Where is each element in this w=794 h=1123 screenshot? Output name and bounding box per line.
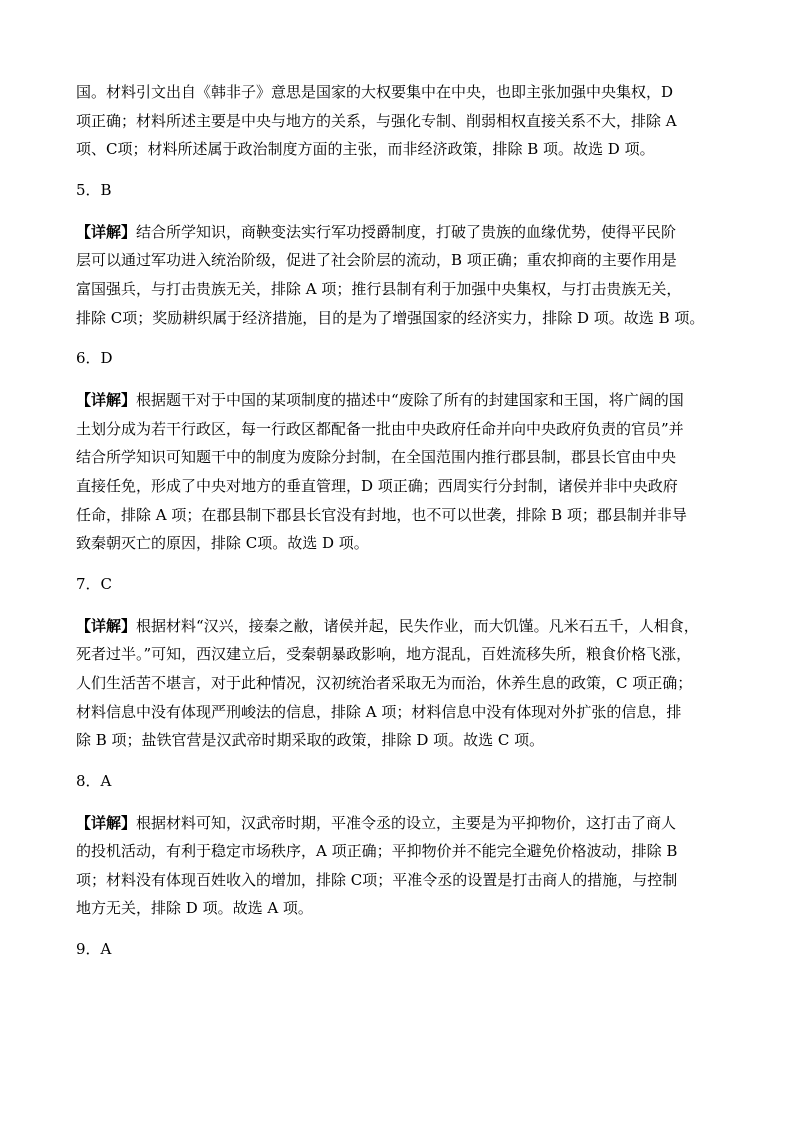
line-text: 人们生活苦不堪言，对于此种情况，汉初统治者采取无为而治，休养生息的政策，C 项正确；: [76, 673, 693, 692]
spacer: [76, 755, 726, 767]
paragraph-line: [76, 78, 726, 107]
paragraph-line: [76, 304, 726, 333]
explanation-paragraph: [76, 78, 726, 164]
line-text: 项；材料没有体现百姓收入的增加，排除 C项；平准令丞的设置是打击商人的措施，与控制: [76, 870, 678, 889]
detail-tag: 【详解】: [76, 813, 137, 832]
spacer: [76, 923, 726, 935]
paragraph-line: [76, 246, 726, 275]
explanation-paragraph: [76, 612, 726, 755]
line-text: 材料信息中没有体现严刑峻法的信息，排除 A 项；材料信息中没有体现对外扩张的信息，排: [76, 702, 682, 721]
line-text: 根据材料“汉兴，接秦之敝，诸侯并起，民失作业，而大饥馑。凡米石五千，人相食，: [136, 616, 699, 635]
paragraph-line: [76, 612, 726, 641]
spacer: [76, 558, 726, 570]
line-text: 根据材料可知，汉武帝时期，平准令丞的设立，主要是为平抑物价，这打击了商人: [136, 813, 677, 832]
paragraph-line: [76, 472, 726, 501]
paragraph-line: [76, 443, 726, 472]
paragraph-line: [76, 135, 726, 164]
line-text: 根据题干对于中国的某项制度的描述中“废除了所有的封建国家和王国，将广阔的国: [136, 391, 684, 410]
line-text: 的投机活动，有利于稳定市场秩序，A 项正确；平抑物价并不能完全避免价格波动，排除 B: [76, 842, 678, 861]
answer-number: 5．B: [76, 180, 112, 199]
detail-tag: 【详解】: [76, 222, 137, 241]
spacer: [76, 332, 726, 344]
paragraph-line: [76, 809, 726, 838]
line-text: 项正确；材料所述主要是中央与地方的关系，与强化专制、削弱相权直接关系不大，排除 A: [76, 111, 677, 130]
paragraph-line: [76, 837, 726, 866]
line-text: 任命，排除 A 项；在郡县制下郡县长官没有封地，也不可以世袭，排除 B 项；郡县制并非导: [76, 505, 687, 524]
spacer: [76, 963, 726, 977]
paragraph-line: [76, 698, 726, 727]
paragraph-line: [76, 529, 726, 558]
explanation-paragraph: [76, 218, 726, 332]
answer-number: 6．D: [76, 349, 113, 368]
line-text: 富国强兵，与打击贵族无关，排除 A 项；推行县制有利于加强中央集权，与打击贵族无关，: [76, 279, 682, 298]
line-text: 层可以通过军功进入统治阶级，促进了社会阶层的流动，B 项正确；重农抑商的主要作用是: [76, 251, 677, 270]
line-text: 项、C项；材料所述属于政治制度方面的主张，而非经济政策，排除 B 项。故选 D 项。: [76, 140, 655, 159]
line-text: 结合所学知识可知题干中的制度为废除分封制，在全国范围内推行郡县制，郡县长官由中央: [76, 448, 677, 467]
line-text: 地方无关，排除 D 项。故选 A 项。: [76, 899, 313, 918]
paragraph-line: [76, 218, 726, 247]
paragraph-line: [76, 894, 726, 923]
answer-number: 9．A: [76, 940, 112, 959]
line-text: 土划分成为若干行政区，每一行政区都配备一批由中央政府任命并向中央政府负责的官员”并: [76, 419, 684, 438]
line-text: 直接任免，形成了中央对地方的垂直管理，D 项正确；西周实行分封制，诸侯并非中央政府: [76, 476, 678, 495]
spacer: [76, 372, 726, 386]
detail-tag: 【详解】: [76, 616, 137, 635]
line-text: 除 B 项；盐铁官营是汉武帝时期采取的政策，排除 D 项。故选 C 项。: [76, 731, 545, 750]
explanation-paragraph: [76, 809, 726, 923]
paragraph-line: [76, 415, 726, 444]
detail-tag: 【详解】: [76, 391, 137, 410]
paragraph-line: [76, 275, 726, 304]
paragraph-line: [76, 386, 726, 415]
paragraph-line: [76, 726, 726, 755]
line-text: 死者过半。”可知，西汉建立后，受秦朝暴政影响，地方混乱，百姓流移失所，粮食价格飞涨，: [76, 645, 692, 664]
answer-number: 8．A: [76, 771, 112, 790]
line-text: 结合所学知识，商鞅变法实行军功授爵制度，打破了贵族的血缘优势，使得平民阶: [136, 222, 677, 241]
paragraph-line: [76, 107, 726, 136]
document-page: [76, 78, 726, 977]
line-text: 排除 C项；奖励耕织属于经济措施，目的是为了增强国家的经济实力，排除 D 项。故选 B 项。: [76, 308, 705, 327]
answer-number: 7．C: [76, 574, 113, 593]
paragraph-line: [76, 501, 726, 530]
spacer: [76, 164, 726, 176]
paragraph-line: [76, 640, 726, 669]
explanation-paragraph: [76, 386, 726, 558]
spacer: [76, 598, 726, 612]
line-text: 国。材料引文出自《韩非子》意思是国家的大权要集中在中央，也即主张加强中央集权，D: [76, 83, 674, 101]
line-text: 致秦朝灭亡的原因，排除 C项。故选 D 项。: [76, 534, 369, 553]
spacer: [76, 204, 726, 218]
paragraph-line: [76, 669, 726, 698]
spacer: [76, 795, 726, 809]
paragraph-line: [76, 866, 726, 895]
